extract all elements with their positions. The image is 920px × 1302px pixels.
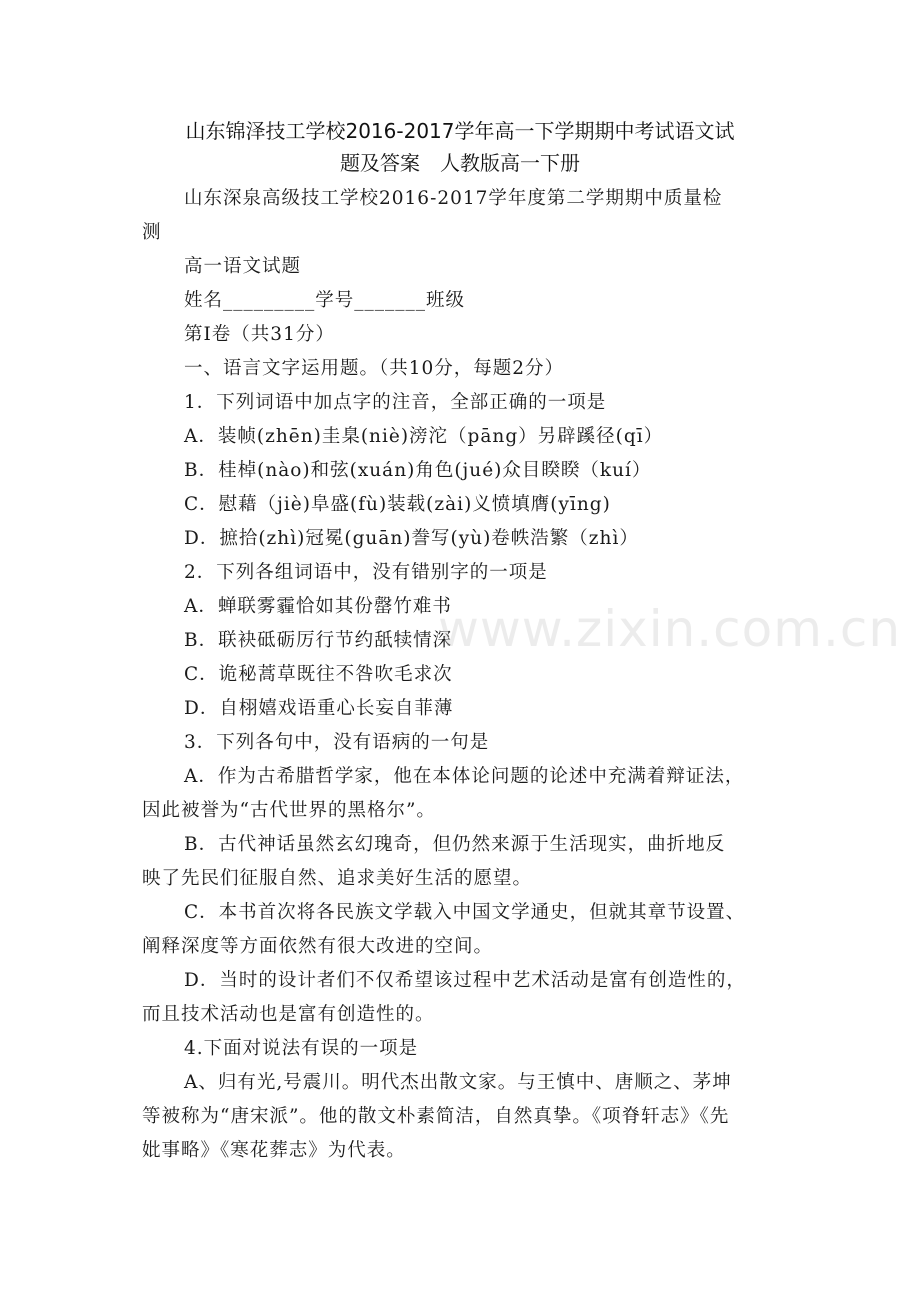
answer-option-continued: 因此被誉为“古代世界的黑格尔”。: [142, 800, 436, 821]
answer-option: A、归有光,号震川。明代杰出散文家。与王慎中、唐顺之、茅坤: [184, 1072, 732, 1093]
answer-option-continued: 而且技术活动也是富有创造性的。: [142, 1004, 435, 1025]
answer-option: A．装帧(zhēn)圭臬(niè)滂沱（pāng）另辟蹊径(qī）: [184, 426, 664, 447]
answer-option: B．联袂砥砺厉行节约舐犊情深: [184, 630, 453, 651]
question-stem: 1．下列词语中加点字的注音，全部正确的一项是: [184, 392, 607, 413]
answer-option-continued: 妣事略》《寒花葬志》为代表。: [142, 1140, 406, 1161]
answer-option-continued: 映了先民们征服自然、追求美好生活的愿望。: [142, 868, 533, 889]
exam-header-line: 测: [142, 222, 162, 243]
answer-option: C．慰藉（jiè)阜盛(fù)装载(zài)义愤填膺(yīng): [184, 494, 611, 515]
question-stem: 3．下列各句中，没有语病的一句是: [184, 732, 490, 753]
answer-option: A．作为古希腊哲学家，他在本体论问题的论述中充满着辩证法，: [184, 766, 745, 787]
question-stem: 4.下面对说法有误的一项是: [184, 1038, 419, 1059]
answer-option-continued: 阐释深度等方面依然有很大改进的空间。: [142, 936, 494, 957]
exam-subject-line: 高一语文试题: [184, 256, 302, 277]
watermark: www.zixin.com.cn: [438, 600, 902, 658]
answer-option-continued: 等被称为“唐宋派”。他的散文朴素简洁，自然真挚。《项脊轩志》《先: [142, 1106, 730, 1127]
answer-option: D．当时的设计者们不仅希望该过程中艺术活动是富有创造性的，: [184, 970, 746, 991]
student-info-line: 姓名_________学号_______班级: [184, 290, 466, 311]
document-title-line-2: 题及答案 人教版高一下册: [340, 151, 580, 175]
exam-header-line: 山东深泉高级技工学校2016-2017学年度第二学期期中质量检: [184, 188, 723, 209]
answer-option: B．桂棹(nào)和弦(xuán)角色(jué)众目睽睽（kuí）: [184, 460, 652, 481]
answer-option: D．摭拾(zhì)冠冕(guān)誊写(yù)卷帙浩繁（zhì）: [184, 528, 639, 549]
document-title-line-1: 山东锦泽技工学校2016-2017学年高一下学期期中考试语文试: [185, 119, 735, 143]
answer-option: A．蝉联雾霾恰如其份罄竹难书: [184, 596, 452, 617]
section-heading: 第Ⅰ卷（共31分）: [184, 324, 335, 345]
answer-option: C．本书首次将各民族文学载入中国文学通史，但就其章节设置、: [184, 902, 746, 923]
part-heading: 一、语言文字运用题。（共10分，每题2分）: [184, 358, 565, 379]
question-stem: 2．下列各组词语中，没有错别字的一项是: [184, 562, 548, 583]
answer-option: C．诡秘蒿草既往不咎吹毛求次: [184, 664, 453, 685]
answer-option: D．自栩嬉戏语重心长妄自菲薄: [184, 698, 454, 719]
answer-option: B．古代神话虽然玄幻瑰奇，但仍然来源于生活现实，曲折地反: [184, 834, 726, 855]
